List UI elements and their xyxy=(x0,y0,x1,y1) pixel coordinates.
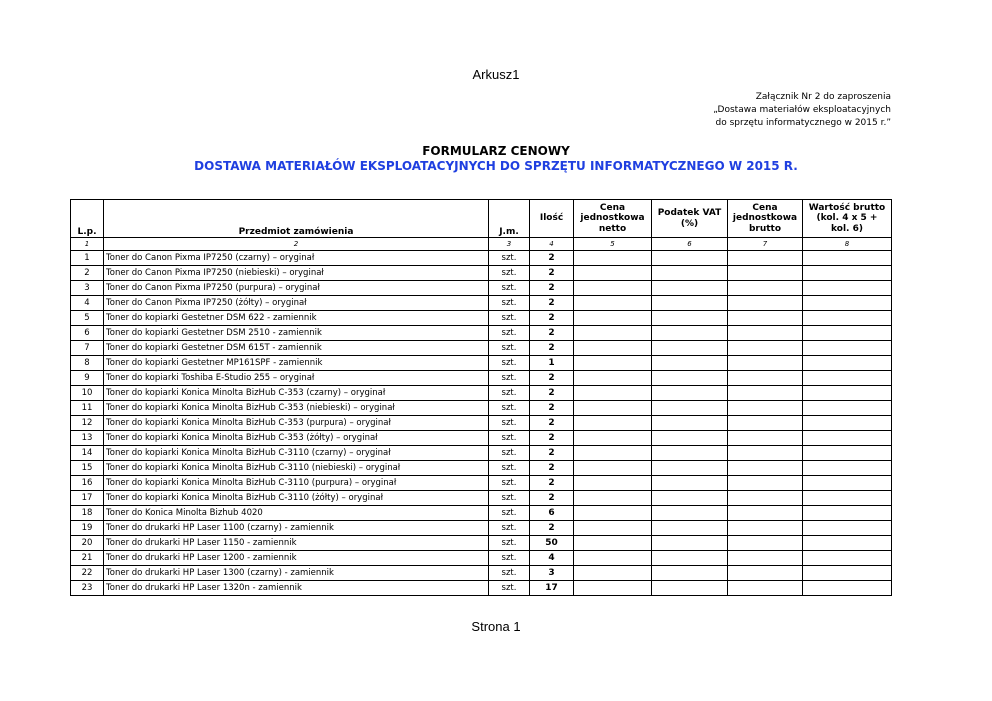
row-qty: 2 xyxy=(530,281,574,296)
row-item-name: Toner do kopiarki Konica Minolta BizHub C-3110 (purpura) – oryginał xyxy=(104,476,489,491)
row-gross-value-cell[interactable] xyxy=(803,401,892,416)
row-gross-price-cell[interactable] xyxy=(728,536,803,551)
sheet-name-header: Arkusz1 xyxy=(472,67,520,82)
row-net-price-cell[interactable] xyxy=(574,566,652,581)
header-gross-value-line: (kol. 4 x 5 + xyxy=(816,213,878,224)
row-vat-cell[interactable] xyxy=(652,431,728,446)
row-vat-cell[interactable] xyxy=(652,536,728,551)
header-unit: J.m. xyxy=(489,200,530,238)
row-lp: 7 xyxy=(71,341,104,356)
form-title: FORMULARZ CENOWY xyxy=(422,144,570,158)
row-vat-cell[interactable] xyxy=(652,491,728,506)
table-row xyxy=(71,416,892,431)
form-subtitle: DOSTAWA MATERIAŁÓW EKSPLOATACYJNYCH DO SPRZĘTU INFORMATYCZNEGO W 2015 R. xyxy=(194,159,798,173)
row-gross-price-cell[interactable] xyxy=(728,341,803,356)
column-number: 4 xyxy=(530,238,574,251)
row-vat-cell[interactable] xyxy=(652,476,728,491)
row-unit: szt. xyxy=(489,401,530,416)
row-gross-value-cell[interactable] xyxy=(803,416,892,431)
row-unit: szt. xyxy=(489,446,530,461)
row-net-price-cell[interactable] xyxy=(574,266,652,281)
row-net-price-cell[interactable] xyxy=(574,401,652,416)
row-qty: 2 xyxy=(530,251,574,266)
table-row xyxy=(71,461,892,476)
row-item-name: Toner do kopiarki Konica Minolta BizHub C-353 (niebieski) – oryginał xyxy=(104,401,489,416)
row-gross-price-cell[interactable] xyxy=(728,506,803,521)
row-gross-value-cell[interactable] xyxy=(803,341,892,356)
row-qty: 2 xyxy=(530,446,574,461)
column-number: 6 xyxy=(652,238,728,251)
row-item-name: Toner do kopiarki Toshiba E-Studio 255 – oryginał xyxy=(104,371,489,386)
row-qty: 2 xyxy=(530,431,574,446)
row-lp: 22 xyxy=(71,566,104,581)
header-net-price-line: Cena xyxy=(599,202,626,213)
row-unit: szt. xyxy=(489,581,530,596)
row-item-name: Toner do Canon Pixma IP7250 (purpura) – oryginał xyxy=(104,281,489,296)
row-qty: 2 xyxy=(530,491,574,506)
row-gross-value-cell[interactable] xyxy=(803,326,892,341)
row-item-name: Toner do kopiarki Konica Minolta BizHub C-3110 (niebieski) – oryginał xyxy=(104,461,489,476)
table-row xyxy=(71,521,892,536)
row-gross-value-cell[interactable] xyxy=(803,521,892,536)
row-unit: szt. xyxy=(489,566,530,581)
row-unit: szt. xyxy=(489,386,530,401)
table-row xyxy=(71,401,892,416)
annex-line-3: do sprzętu informatycznego w 2015 r.” xyxy=(715,118,891,128)
row-unit: szt. xyxy=(489,341,530,356)
row-unit: szt. xyxy=(489,476,530,491)
row-lp: 21 xyxy=(71,551,104,566)
row-item-name: Toner do kopiarki Konica Minolta BizHub C-353 (czarny) – oryginał xyxy=(104,386,489,401)
row-item-name: Toner do kopiarki Gestetner DSM 2510 - zamiennik xyxy=(104,326,489,341)
row-gross-price-cell[interactable] xyxy=(728,311,803,326)
row-net-price-cell[interactable] xyxy=(574,446,652,461)
row-gross-price-cell[interactable] xyxy=(728,431,803,446)
row-item-name: Toner do kopiarki Konica Minolta BizHub C-3110 (żółty) – oryginał xyxy=(104,491,489,506)
row-unit: szt. xyxy=(489,536,530,551)
row-gross-price-cell[interactable] xyxy=(728,356,803,371)
column-number: 7 xyxy=(728,238,803,251)
row-net-price-cell[interactable] xyxy=(574,476,652,491)
row-gross-value-cell[interactable] xyxy=(803,431,892,446)
row-vat-cell[interactable] xyxy=(652,521,728,536)
row-gross-value-cell[interactable] xyxy=(803,386,892,401)
row-vat-cell[interactable] xyxy=(652,386,728,401)
annex-note xyxy=(713,91,891,130)
row-net-price-cell[interactable] xyxy=(574,506,652,521)
row-gross-value-cell[interactable] xyxy=(803,251,892,266)
row-item-name: Toner do drukarki HP Laser 1300 (czarny) - zamiennik xyxy=(104,566,489,581)
row-lp: 10 xyxy=(71,386,104,401)
row-lp: 12 xyxy=(71,416,104,431)
row-net-price-cell[interactable] xyxy=(574,281,652,296)
row-gross-value-cell[interactable] xyxy=(803,311,892,326)
row-item-name: Toner do Konica Minolta Bizhub 4020 xyxy=(104,506,489,521)
row-unit: szt. xyxy=(489,251,530,266)
row-lp: 6 xyxy=(71,326,104,341)
row-qty: 2 xyxy=(530,521,574,536)
items-body xyxy=(71,251,892,596)
row-item-name: Toner do drukarki HP Laser 1200 - zamiennik xyxy=(104,551,489,566)
row-gross-value-cell[interactable] xyxy=(803,566,892,581)
table-row xyxy=(71,476,892,491)
row-vat-cell[interactable] xyxy=(652,446,728,461)
row-qty: 2 xyxy=(530,311,574,326)
row-item-name: Toner do kopiarki Konica Minolta BizHub C-353 (purpura) – oryginał xyxy=(104,416,489,431)
row-qty: 2 xyxy=(530,341,574,356)
row-net-price-cell[interactable] xyxy=(574,311,652,326)
row-unit: szt. xyxy=(489,431,530,446)
row-qty: 2 xyxy=(530,326,574,341)
column-number-row xyxy=(71,238,892,251)
row-vat-cell[interactable] xyxy=(652,416,728,431)
row-lp: 11 xyxy=(71,401,104,416)
row-lp: 3 xyxy=(71,281,104,296)
row-vat-cell[interactable] xyxy=(652,506,728,521)
row-vat-cell[interactable] xyxy=(652,566,728,581)
row-item-name: Toner do kopiarki Gestetner DSM 622 - zamiennik xyxy=(104,311,489,326)
table-row xyxy=(71,296,892,311)
row-net-price-cell[interactable] xyxy=(574,536,652,551)
row-lp: 2 xyxy=(71,266,104,281)
row-vat-cell[interactable] xyxy=(652,311,728,326)
row-gross-price-cell[interactable] xyxy=(728,416,803,431)
table-row xyxy=(71,341,892,356)
row-qty: 2 xyxy=(530,296,574,311)
header-gross-value xyxy=(803,200,892,238)
table-row xyxy=(71,266,892,281)
row-net-price-cell[interactable] xyxy=(574,326,652,341)
row-net-price-cell[interactable] xyxy=(574,296,652,311)
column-number: 1 xyxy=(71,238,104,251)
row-unit: szt. xyxy=(489,296,530,311)
annex-line-2: „Dostawa materiałów eksploatacyjnych xyxy=(713,105,891,115)
row-qty: 2 xyxy=(530,401,574,416)
row-gross-value-cell[interactable] xyxy=(803,491,892,506)
header-gross-price-line: Cena xyxy=(752,202,778,213)
row-unit: szt. xyxy=(489,521,530,536)
row-vat-cell[interactable] xyxy=(652,296,728,311)
row-lp: 9 xyxy=(71,371,104,386)
table-row xyxy=(71,386,892,401)
row-qty: 2 xyxy=(530,476,574,491)
row-gross-value-cell[interactable] xyxy=(803,581,892,596)
header-gross-price xyxy=(728,200,803,238)
header-net-price xyxy=(574,200,652,238)
row-net-price-cell[interactable] xyxy=(574,386,652,401)
row-gross-price-cell[interactable] xyxy=(728,521,803,536)
row-lp: 13 xyxy=(71,431,104,446)
table-row xyxy=(71,551,892,566)
row-net-price-cell[interactable] xyxy=(574,551,652,566)
row-gross-value-cell[interactable] xyxy=(803,551,892,566)
row-unit: szt. xyxy=(489,311,530,326)
row-gross-price-cell[interactable] xyxy=(728,371,803,386)
row-gross-price-cell[interactable] xyxy=(728,386,803,401)
row-vat-cell[interactable] xyxy=(652,371,728,386)
row-item-name: Toner do kopiarki Konica Minolta BizHub C-3110 (czarny) – oryginał xyxy=(104,446,489,461)
row-unit: szt. xyxy=(489,461,530,476)
row-gross-price-cell[interactable] xyxy=(728,491,803,506)
row-item-name: Toner do kopiarki Gestetner DSM 615T - zamiennik xyxy=(104,341,489,356)
row-unit: szt. xyxy=(489,266,530,281)
annex-line-1: Załącznik Nr 2 do zaproszenia xyxy=(755,92,891,102)
table-row xyxy=(71,506,892,521)
row-net-price-cell[interactable] xyxy=(574,416,652,431)
row-lp: 14 xyxy=(71,446,104,461)
row-item-name: Toner do drukarki HP Laser 1100 (czarny) - zamiennik xyxy=(104,521,489,536)
row-unit: szt. xyxy=(489,551,530,566)
row-vat-cell[interactable] xyxy=(652,266,728,281)
table-row xyxy=(71,326,892,341)
row-qty: 6 xyxy=(530,506,574,521)
row-net-price-cell[interactable] xyxy=(574,491,652,506)
table-row xyxy=(71,566,892,581)
row-vat-cell[interactable] xyxy=(652,581,728,596)
row-qty: 4 xyxy=(530,551,574,566)
table-row xyxy=(71,356,892,371)
row-lp: 4 xyxy=(71,296,104,311)
row-gross-value-cell[interactable] xyxy=(803,356,892,371)
row-lp: 8 xyxy=(71,356,104,371)
row-vat-cell[interactable] xyxy=(652,341,728,356)
row-vat-cell[interactable] xyxy=(652,281,728,296)
header-gross-value-line: kol. 6) xyxy=(831,223,863,234)
table-row xyxy=(71,311,892,326)
table-row xyxy=(71,251,892,266)
row-item-name: Toner do Canon Pixma IP7250 (żółty) – oryginał xyxy=(104,296,489,311)
header-lp: L.p. xyxy=(71,200,104,238)
row-lp: 18 xyxy=(71,506,104,521)
row-vat-cell[interactable] xyxy=(652,356,728,371)
row-gross-price-cell[interactable] xyxy=(728,551,803,566)
row-net-price-cell[interactable] xyxy=(574,521,652,536)
row-net-price-cell[interactable] xyxy=(574,251,652,266)
row-net-price-cell[interactable] xyxy=(574,341,652,356)
row-vat-cell[interactable] xyxy=(652,461,728,476)
page-footer: Strona 1 xyxy=(471,619,521,634)
row-lp: 20 xyxy=(71,536,104,551)
column-number: 5 xyxy=(574,238,652,251)
row-vat-cell[interactable] xyxy=(652,326,728,341)
row-lp: 17 xyxy=(71,491,104,506)
row-vat-cell[interactable] xyxy=(652,551,728,566)
row-lp: 23 xyxy=(71,581,104,596)
row-gross-value-cell[interactable] xyxy=(803,371,892,386)
header-gross-price-line: jednostkowa xyxy=(732,213,798,224)
row-gross-price-cell[interactable] xyxy=(728,566,803,581)
row-lp: 19 xyxy=(71,521,104,536)
row-unit: szt. xyxy=(489,416,530,431)
row-lp: 15 xyxy=(71,461,104,476)
header-vat-line: (%) xyxy=(680,218,699,229)
row-item-name: Toner do kopiarki Konica Minolta BizHub C-353 (żółty) – oryginał xyxy=(104,431,489,446)
row-qty: 2 xyxy=(530,461,574,476)
row-net-price-cell[interactable] xyxy=(574,431,652,446)
column-number: 3 xyxy=(489,238,530,251)
table-row xyxy=(71,281,892,296)
table-row xyxy=(71,446,892,461)
header-vat xyxy=(652,200,728,238)
row-net-price-cell[interactable] xyxy=(574,356,652,371)
row-gross-value-cell[interactable] xyxy=(803,536,892,551)
table-row xyxy=(71,536,892,551)
row-vat-cell[interactable] xyxy=(652,401,728,416)
row-lp: 16 xyxy=(71,476,104,491)
row-unit: szt. xyxy=(489,356,530,371)
table-row xyxy=(71,431,892,446)
row-qty: 17 xyxy=(530,581,574,596)
header-gross-price-line: brutto xyxy=(748,223,782,234)
column-number: 2 xyxy=(104,238,489,251)
row-net-price-cell[interactable] xyxy=(574,371,652,386)
header-vat-line: Podatek VAT xyxy=(657,208,722,218)
row-unit: szt. xyxy=(489,281,530,296)
row-lp: 1 xyxy=(71,251,104,266)
row-item-name: Toner do Canon Pixma IP7250 (niebieski) – oryginał xyxy=(104,266,489,281)
header-row xyxy=(71,200,892,238)
row-qty: 2 xyxy=(530,416,574,431)
row-qty: 2 xyxy=(530,371,574,386)
row-lp: 5 xyxy=(71,311,104,326)
price-form-table xyxy=(70,199,892,596)
table-row xyxy=(71,371,892,386)
row-gross-value-cell[interactable] xyxy=(803,446,892,461)
row-gross-value-cell[interactable] xyxy=(803,266,892,281)
row-qty: 3 xyxy=(530,566,574,581)
column-number: 8 xyxy=(803,238,892,251)
row-item-name: Toner do kopiarki Gestetner MP161SPF - zamiennik xyxy=(104,356,489,371)
row-qty: 1 xyxy=(530,356,574,371)
row-net-price-cell[interactable] xyxy=(574,581,652,596)
row-gross-price-cell[interactable] xyxy=(728,296,803,311)
row-gross-value-cell[interactable] xyxy=(803,506,892,521)
row-qty: 2 xyxy=(530,386,574,401)
row-item-name: Toner do drukarki HP Laser 1150 - zamiennik xyxy=(104,536,489,551)
row-qty: 50 xyxy=(530,536,574,551)
header-net-price-line: jednostkowa xyxy=(580,213,645,224)
row-unit: szt. xyxy=(489,506,530,521)
row-gross-price-cell[interactable] xyxy=(728,281,803,296)
row-qty: 2 xyxy=(530,266,574,281)
row-unit: szt. xyxy=(489,491,530,506)
row-gross-value-cell[interactable] xyxy=(803,296,892,311)
row-gross-price-cell[interactable] xyxy=(728,476,803,491)
row-gross-price-cell[interactable] xyxy=(728,326,803,341)
row-vat-cell[interactable] xyxy=(652,251,728,266)
row-gross-price-cell[interactable] xyxy=(728,251,803,266)
row-unit: szt. xyxy=(489,326,530,341)
row-gross-value-cell[interactable] xyxy=(803,461,892,476)
header-item: Przedmiot zamówienia xyxy=(104,200,489,238)
row-gross-price-cell[interactable] xyxy=(728,401,803,416)
row-net-price-cell[interactable] xyxy=(574,461,652,476)
row-item-name: Toner do drukarki HP Laser 1320n - zamiennik xyxy=(104,581,489,596)
row-gross-price-cell[interactable] xyxy=(728,446,803,461)
row-unit: szt. xyxy=(489,371,530,386)
row-item-name: Toner do Canon Pixma IP7250 (czarny) – oryginał xyxy=(104,251,489,266)
header-net-price-line: netto xyxy=(598,223,627,234)
header-qty: Ilość xyxy=(530,200,574,238)
row-gross-value-cell[interactable] xyxy=(803,281,892,296)
row-gross-price-cell[interactable] xyxy=(728,266,803,281)
table-row xyxy=(71,491,892,506)
row-gross-price-cell[interactable] xyxy=(728,581,803,596)
row-gross-value-cell[interactable] xyxy=(803,476,892,491)
row-gross-price-cell[interactable] xyxy=(728,461,803,476)
table-row xyxy=(71,581,892,596)
header-gross-value-line: Wartość brutto xyxy=(808,202,886,213)
